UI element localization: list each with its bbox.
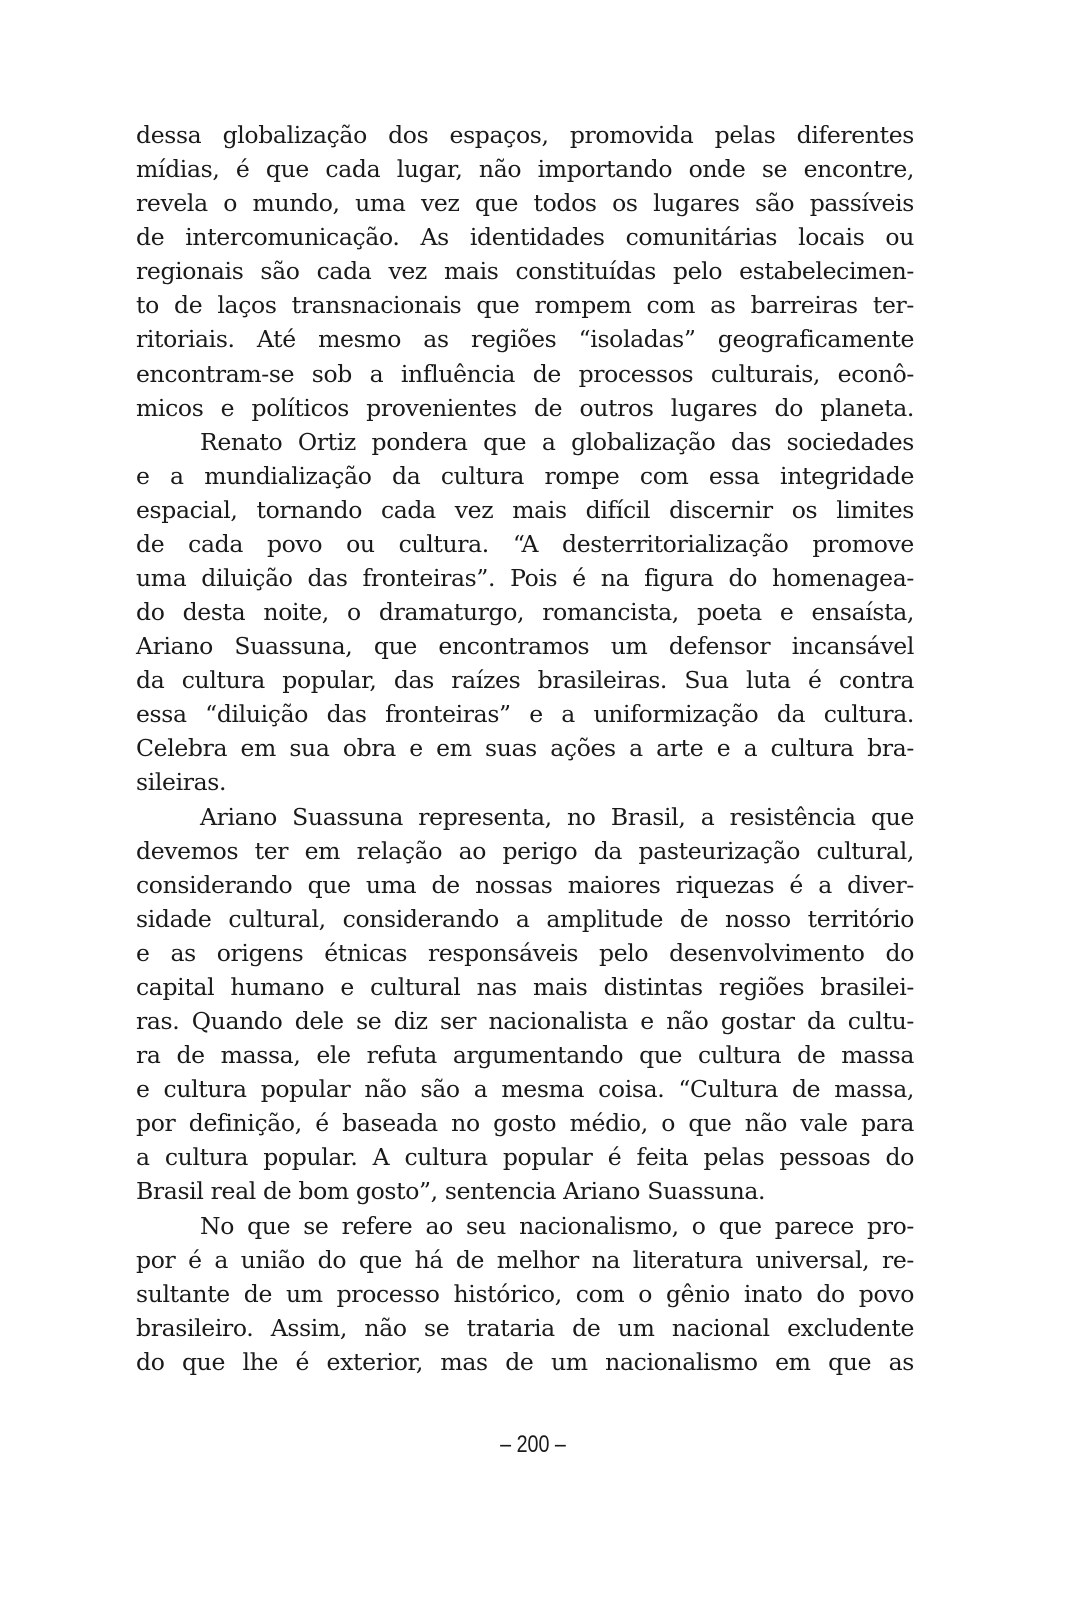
text-line: revela o mundo, uma vez que todos os lugares são passíveis <box>136 189 914 218</box>
text-line: sidade cultural, considerando a amplitude de nosso território <box>136 904 914 933</box>
text-line: a cultura popular. A cultura popular é feita pelas pessoas do <box>136 1143 914 1172</box>
text-line: Celebra em sua obra e em suas ações a arte e a cultura bra- <box>136 734 914 763</box>
text-line: de intercomunicação. As identidades comunitárias locais ou <box>136 223 914 252</box>
text-line: to de laços transnacionais que rompem com as barreiras ter- <box>136 291 914 320</box>
body-text <box>136 118 914 1379</box>
text-line: regionais são cada vez mais constituídas pelo estabelecimen- <box>136 257 914 286</box>
text-line: sultante de um processo histórico, com o gênio inato do povo <box>136 1279 914 1308</box>
text-line: de cada povo ou cultura. “A desterritorialização promove <box>136 529 914 558</box>
text-line: encontram-se sob a influência de processos culturais, econô- <box>136 359 914 388</box>
text-line: e as origens étnicas responsáveis pelo desenvolvimento do <box>136 938 914 967</box>
text-line: e cultura popular não são a mesma coisa. “Cultura de massa, <box>136 1075 914 1104</box>
text-line: por definição, é baseada no gosto médio, o que não vale para <box>136 1109 914 1138</box>
text-line: essa “diluição das fronteiras” e a uniformização da cultura. <box>136 700 914 729</box>
text-line: da cultura popular, das raízes brasileiras. Sua luta é contra <box>136 666 914 695</box>
text-line: devemos ter em relação ao perigo da pasteurização cultural, <box>136 836 914 865</box>
text-line: dessa globalização dos espaços, promovida pelas diferentes <box>136 121 914 149</box>
text-line: Ariano Suassuna representa, no Brasil, a resistência que <box>200 802 914 831</box>
text-line: ras. Quando dele se diz ser nacionalista e não gostar da cultu- <box>136 1007 914 1036</box>
text-line: capital humano e cultural nas mais distintas regiões brasilei- <box>136 972 914 1001</box>
text-line: mídias, é que cada lugar, não importando onde se encontre, <box>136 155 914 184</box>
text-line: sileiras. <box>136 768 227 797</box>
page-number: – 200 – <box>500 1431 566 1458</box>
text-line: uma diluição das fronteiras”. Pois é na figura do homenagea- <box>136 564 914 593</box>
text-line: Brasil real de bom gosto”, sentencia Ariano Suassuna. <box>136 1177 766 1206</box>
text-line: por é a união do que há de melhor na literatura universal, re- <box>136 1245 914 1274</box>
text-line: Ariano Suassuna, que encontramos um defensor incansável <box>136 632 914 661</box>
text-line: ritoriais. Até mesmo as regiões “isoladas” geograficamente <box>136 325 914 354</box>
text-line: Renato Ortiz pondera que a globalização das sociedades <box>200 427 914 456</box>
text-line: do desta noite, o dramaturgo, romancista, poeta e ensaísta, <box>136 598 914 627</box>
text-line: micos e políticos provenientes de outros lugares do planeta. <box>136 393 914 422</box>
text-line: e a mundialização da cultura rompe com essa integridade <box>136 461 914 490</box>
text-line: do que lhe é exterior, mas de um nacionalismo em que as <box>136 1347 914 1376</box>
text-line: ra de massa, ele refuta argumentando que cultura de massa <box>136 1041 914 1070</box>
text-line: considerando que uma de nossas maiores riquezas é a diver- <box>136 870 914 899</box>
text-line: espacial, tornando cada vez mais difícil discernir os limites <box>136 495 914 524</box>
text-line: brasileiro. Assim, não se trataria de um nacional excludente <box>136 1313 914 1342</box>
text-line: No que se refere ao seu nacionalismo, o que parece pro- <box>200 1211 914 1240</box>
